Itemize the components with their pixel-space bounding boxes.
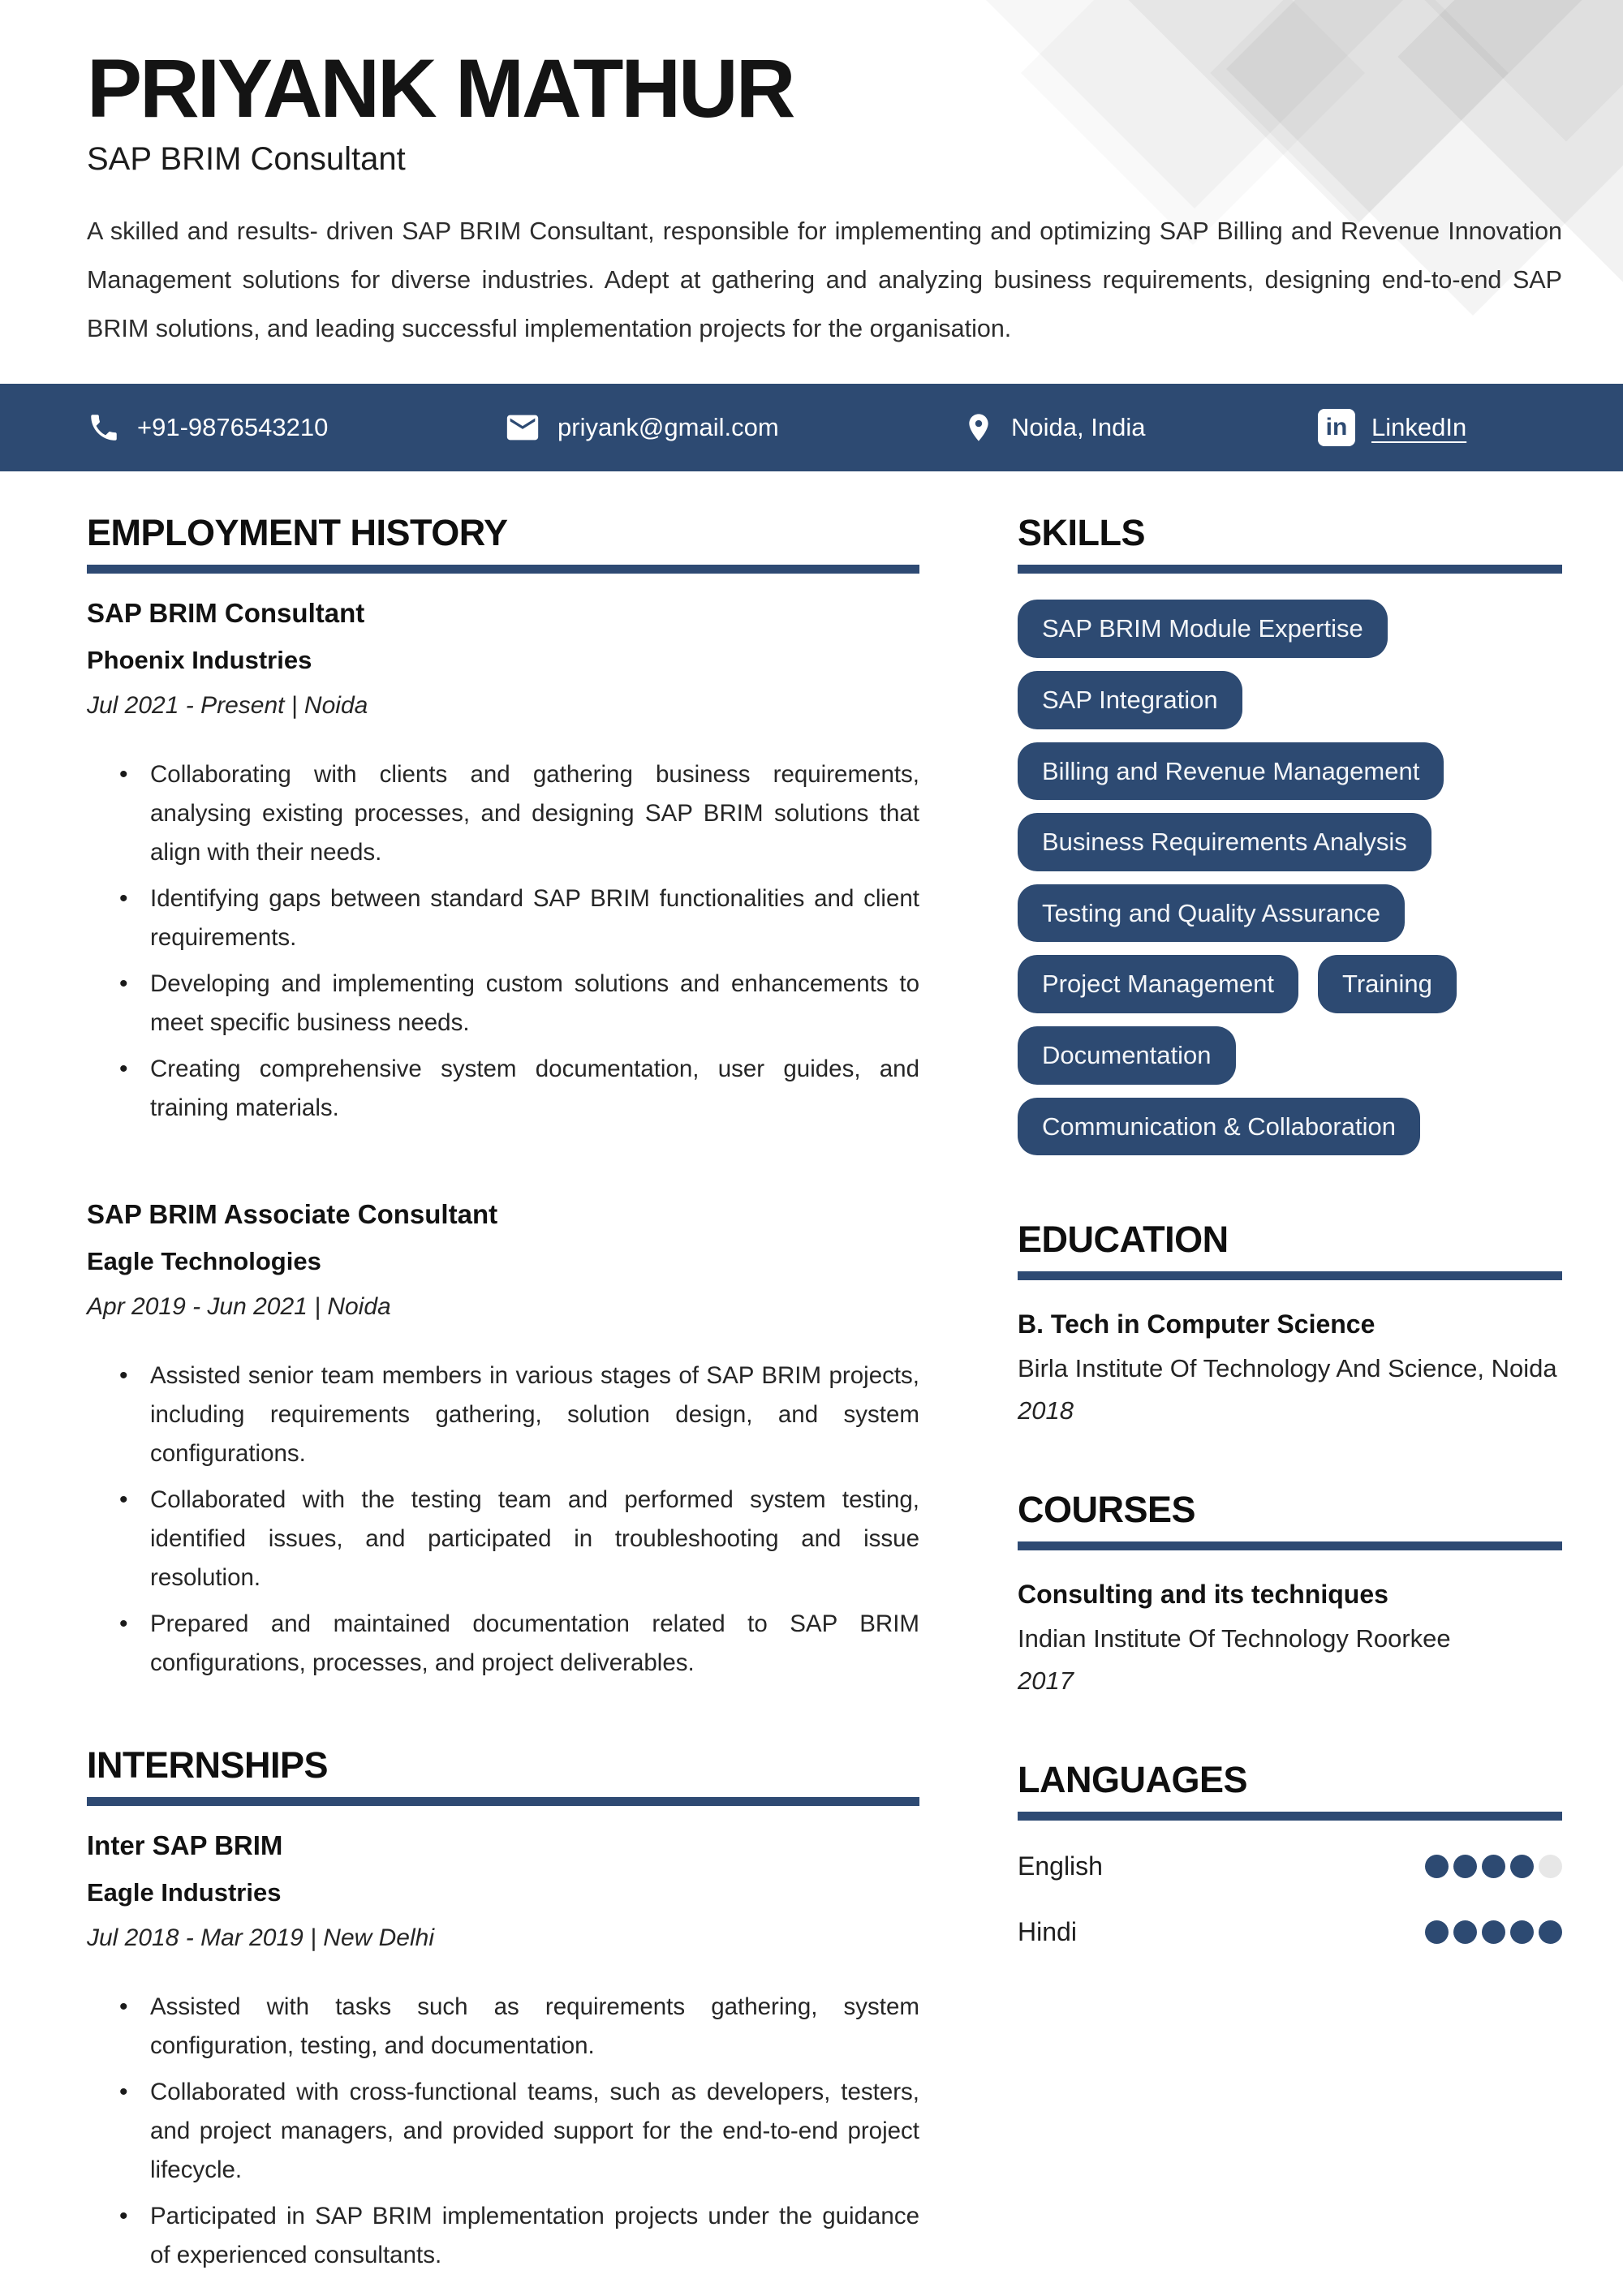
job-bullet: • Developing and implementing custom solutions and enhancements to meet specific business needs. [150,965,919,1043]
job-company: Phoenix Industries [87,646,312,675]
level-dot-filled [1510,1855,1534,1878]
contact-phone-text: +91-9876543210 [137,413,329,442]
skill-pill: Project Management [1018,955,1298,1013]
job-title: SAP BRIM Associate Consultant [87,1199,498,1230]
job-bullet: • Identifying gaps between standard SAP BRIM functionalities and client requirements. [150,879,919,957]
internship-title: Inter SAP BRIM [87,1830,283,1861]
internship-bullet: • Collaborated with cross-functional teams, such as developers, testers, and project managers, and provided support for the end-to-end project lifecycle. [150,2073,919,2190]
header [0,0,1623,353]
course-year: 2017 [1018,1666,1074,1696]
job-title: SAP BRIM Consultant [87,598,365,629]
job-dates: Apr 2019 - Jun 2021 | Noida [87,1293,391,1321]
language-list [1018,1851,1562,1947]
section-underline [1018,1271,1562,1280]
section-underline [87,1797,919,1806]
left-column [87,512,919,2296]
skill-pill-list [1018,600,1562,1155]
section-heading-skills: SKILLS [1018,512,1146,554]
section-employment-history [87,512,919,1683]
section-heading-internships: INTERNSHIPS [87,1744,329,1786]
level-dot-filled [1482,1855,1505,1878]
contact-bar [0,384,1623,471]
section-languages [1018,1759,1562,1947]
level-dot-filled [1425,1920,1449,1944]
skill-pill-row [1018,1026,1562,1085]
contact-email-text: priyank@gmail.com [558,413,779,442]
contact-location-text: Noida, India [1011,413,1146,442]
job-company: Eagle Technologies [87,1247,321,1276]
contact-email [504,409,962,446]
level-dot-filled [1482,1920,1505,1944]
skill-pill-row [1018,884,1562,943]
skill-pill: Training [1318,955,1457,1013]
section-skills [1018,512,1562,1155]
education-school: Birla Institute Of Technology And Science, Noida [1018,1354,1557,1383]
skill-pill: SAP BRIM Module Expertise [1018,600,1388,658]
language-row [1018,1917,1562,1947]
language-name: Hindi [1018,1917,1077,1947]
job-bullet: • Creating comprehensive system documentation, user guides, and training materials. [150,1050,919,1128]
level-dot-filled [1510,1920,1534,1944]
language-row [1018,1851,1562,1881]
job-bullet: • Prepared and maintained documentation related to SAP BRIM configurations, processes, and project deliverables. [150,1605,919,1683]
job-bullet: • Collaborated with the testing team and performed system testing, identified issues, and participated in troubleshooting and issue resolution. [150,1481,919,1597]
skill-pill-row [1018,1098,1562,1156]
contact-phone [87,411,504,445]
internship-entry [87,1830,919,2275]
linkedin-icon: in [1318,409,1355,446]
education-year: 2018 [1018,1396,1074,1425]
internship-company: Eagle Industries [87,1878,282,1907]
section-underline [1018,1812,1562,1821]
content-columns [0,471,1623,2296]
skill-pill: Billing and Revenue Management [1018,742,1444,801]
right-column [1018,512,1562,2296]
skill-pill-row [1018,742,1562,801]
skill-pill: SAP Integration [1018,671,1242,729]
language-name: English [1018,1851,1103,1881]
email-icon [504,409,541,446]
internship-bullet: • Participated in SAP BRIM implementation projects under the guidance of experienced consultants. [150,2197,919,2275]
section-heading-languages: LANGUAGES [1018,1759,1248,1801]
job-bullet: • Assisted senior team members in various stages of SAP BRIM projects, including requirements gathering, solution design, and system configurations. [150,1357,919,1473]
section-underline [1018,1541,1562,1550]
skill-pill-row [1018,813,1562,871]
skill-pill: Testing and Quality Assurance [1018,884,1405,943]
job-bullet: • Collaborating with clients and gathering business requirements, analysing existing processes, and designing SAP BRIM solutions that align with their needs. [150,755,919,872]
phone-icon [87,411,121,445]
language-level-dots [1425,1855,1562,1878]
skill-pill-row [1018,955,1562,1013]
job-entry [87,598,919,1128]
section-heading-employment-history: EMPLOYMENT HISTORY [87,512,508,554]
section-heading-education: EDUCATION [1018,1219,1229,1261]
job-entry [87,1199,919,1683]
candidate-name: PRIYANK MATHUR [87,42,794,135]
internship-bullet: • Assisted with tasks such as requirements gathering, system configuration, testing, and documentation. [150,1988,919,2066]
education-degree: B. Tech in Computer Science [1018,1309,1375,1339]
section-heading-courses: COURSES [1018,1489,1196,1531]
section-underline [1018,565,1562,574]
location-pin-icon [962,408,995,447]
contact-location [962,408,1318,447]
level-dot-empty [1539,1855,1562,1878]
linkedin-link[interactable]: LinkedIn [1371,413,1467,442]
profile-summary: A skilled and results- driven SAP BRIM Consultant, responsible for implementing and optimizing SAP Billing and Revenue Innovation Management solutions for diverse industries. Adept at gathering and analyzing business requirements, designing end-to-end SAP BRIM solutions, and leading successful implementation projects for the organisation. [87,217,1562,343]
job-bullet-list [87,1357,919,1683]
course-institute: Indian Institute Of Technology Roorkee [1018,1624,1451,1653]
section-education [1018,1219,1562,1425]
skill-pill-row [1018,600,1562,658]
skill-pill: Business Requirements Analysis [1018,813,1431,871]
section-underline [87,565,919,574]
level-dot-filled [1539,1920,1562,1944]
language-level-dots [1425,1920,1562,1944]
job-bullet-list [87,755,919,1128]
section-internships [87,1744,919,2275]
skill-pill: Communication & Collaboration [1018,1098,1420,1156]
course-entry [1018,1580,1562,1696]
job-dates: Jul 2021 - Present | Noida [87,692,368,720]
education-entry [1018,1309,1562,1425]
internship-bullet-list [87,1988,919,2275]
section-courses [1018,1489,1562,1696]
level-dot-filled [1425,1855,1449,1878]
course-name: Consulting and its techniques [1018,1580,1388,1610]
candidate-title: SAP BRIM Consultant [87,141,406,178]
level-dot-filled [1453,1920,1477,1944]
skill-pill: Documentation [1018,1026,1236,1085]
level-dot-filled [1453,1855,1477,1878]
contact-linkedin [1318,409,1562,446]
internship-dates: Jul 2018 - Mar 2019 | New Delhi [87,1924,434,1952]
skill-pill-row [1018,671,1562,729]
